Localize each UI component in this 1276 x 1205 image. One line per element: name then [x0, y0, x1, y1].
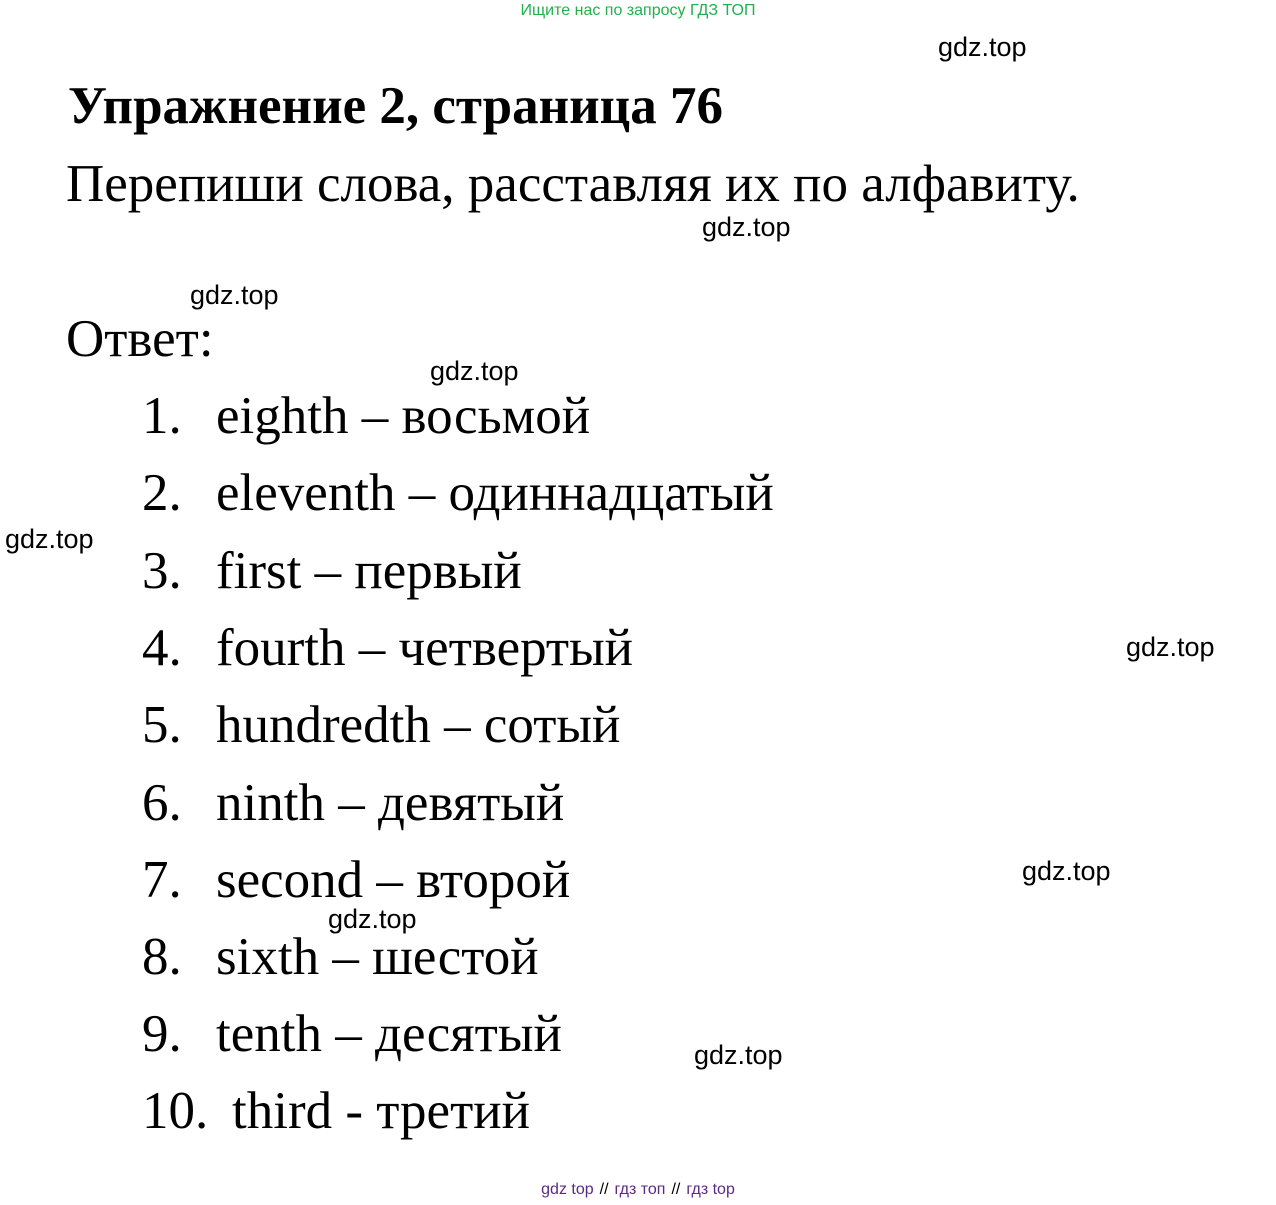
watermark: gdz.top — [702, 212, 791, 242]
watermark: gdz.top — [430, 356, 519, 386]
answer-label: Ответ: — [66, 310, 214, 368]
item-text: tenth – десятый — [216, 1005, 562, 1063]
search-hint-banner: Ищите нас по запросу ГДЗ ТОП — [520, 2, 756, 19]
footer-link-gdz-top-mixed[interactable]: гдз top — [686, 1181, 735, 1198]
watermark: gdz.top — [694, 1040, 783, 1070]
footer-separator: // — [599, 1181, 609, 1198]
item-text: eighth – восьмой — [216, 387, 591, 445]
task-text: Перепиши слова, расставляя их по алфавиту. — [66, 155, 1080, 213]
item-text: first – первый — [216, 542, 522, 600]
item-number: 1. — [142, 387, 182, 445]
item-text: ninth – девятый — [216, 774, 565, 832]
item-text: fourth – четвертый — [216, 619, 634, 677]
item-number: 5. — [142, 696, 182, 754]
item-number: 3. — [142, 542, 182, 600]
watermark: gdz.top — [5, 524, 94, 554]
footer-links — [0, 1180, 1276, 1200]
item-text: eleventh – одиннадцатый — [216, 464, 774, 522]
watermark: gdz.top — [190, 280, 279, 310]
item-number: 8. — [142, 928, 182, 986]
footer-link-gdz-top-ru[interactable]: гдз топ — [614, 1181, 666, 1198]
exercise-title: Упражнение 2, страница 76 — [68, 77, 723, 135]
item-number: 6. — [142, 774, 182, 832]
item-number: 10. — [142, 1082, 209, 1140]
item-text: hundredth – сотый — [216, 696, 621, 754]
item-number: 7. — [142, 851, 182, 909]
footer-separator: // — [671, 1181, 681, 1198]
watermark: gdz.top — [1022, 856, 1111, 886]
watermark: gdz.top — [328, 904, 417, 934]
item-number: 4. — [142, 619, 182, 677]
item-text: sixth – шестой — [216, 928, 539, 986]
watermark: gdz.top — [938, 32, 1027, 62]
item-number: 2. — [142, 464, 182, 522]
item-number: 9. — [142, 1005, 182, 1063]
item-text: third - третий — [232, 1082, 530, 1140]
footer-link-gdz-top[interactable]: gdz top — [541, 1181, 594, 1198]
item-text: second – второй — [216, 851, 571, 909]
watermark: gdz.top — [1126, 632, 1215, 662]
